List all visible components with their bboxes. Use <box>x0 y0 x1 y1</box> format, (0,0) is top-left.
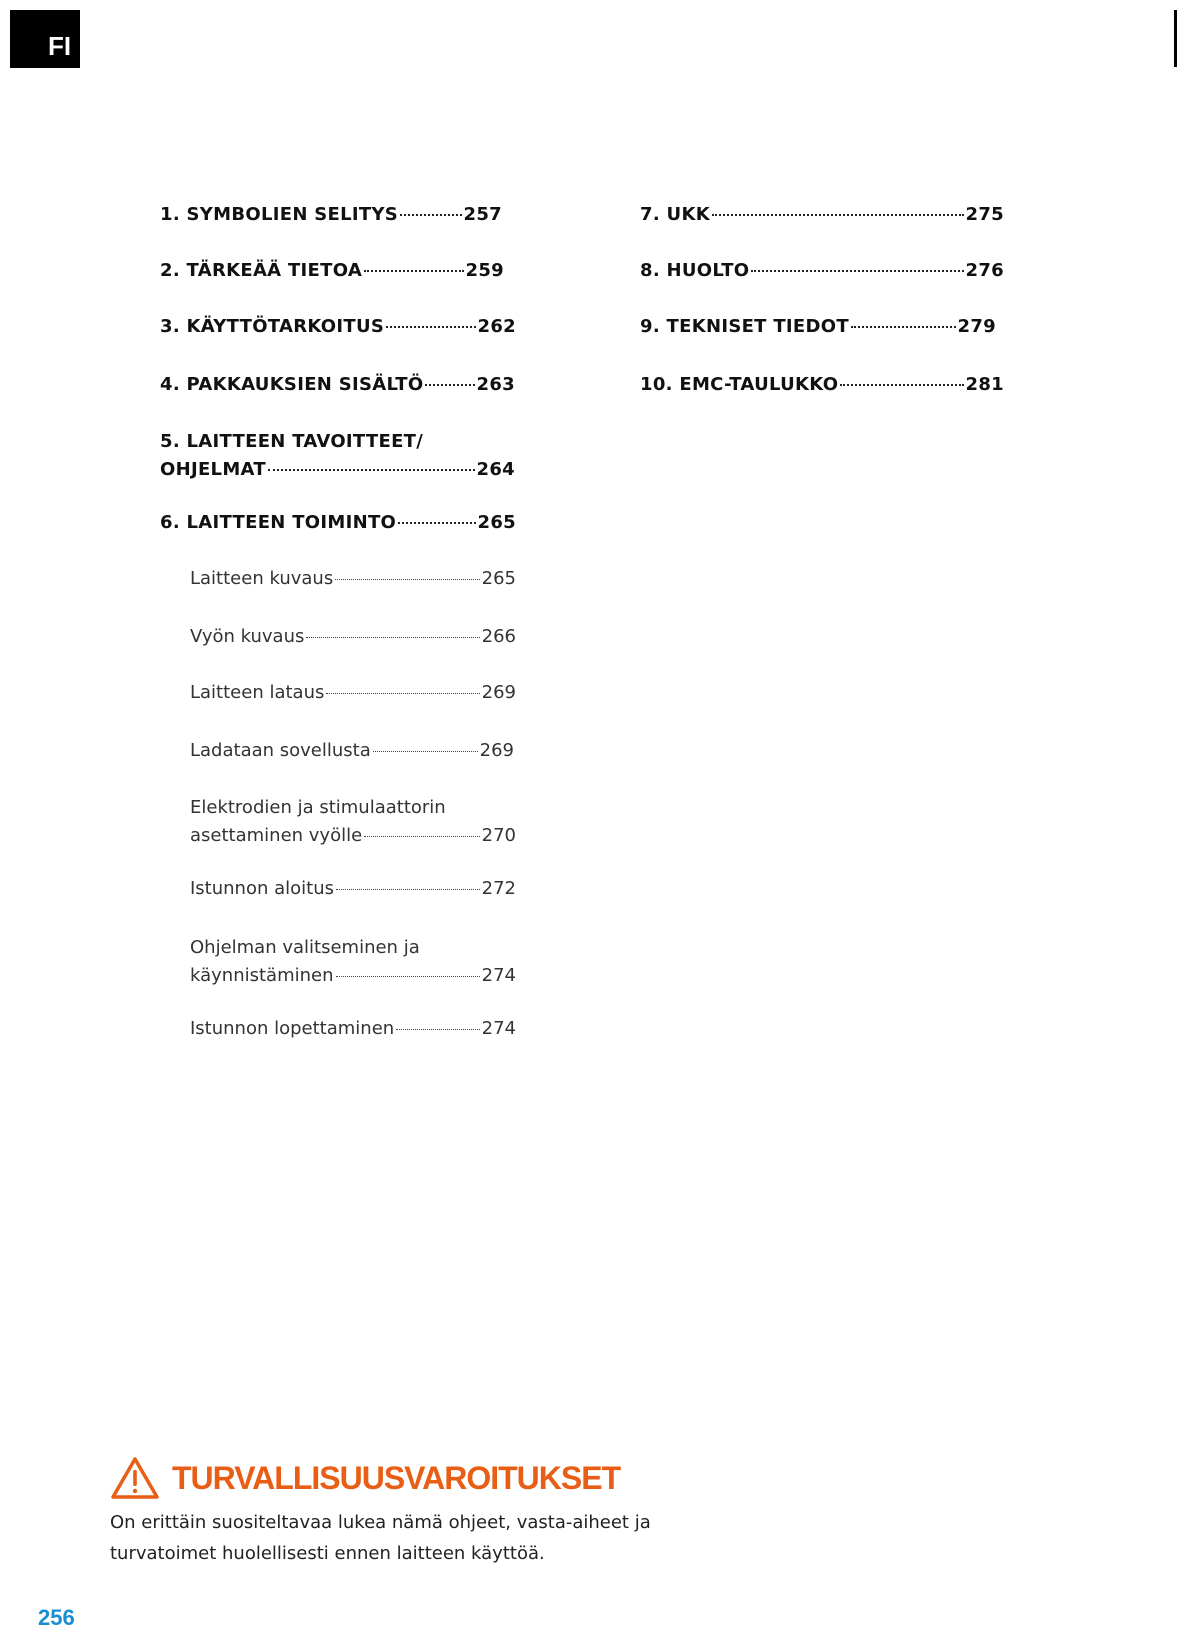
toc-leader <box>712 214 964 216</box>
toc-page: 272 <box>481 878 516 899</box>
toc-page: 270 <box>481 825 516 846</box>
warning-triangle-icon <box>110 1455 160 1501</box>
page-number: 256 <box>38 1605 75 1630</box>
toc-label: 3. KÄYTTÖTARKOITUS <box>160 316 385 337</box>
toc-label: 2. TÄRKEÄÄ TIETOA <box>160 260 363 281</box>
toc-label-line1: 5. LAITTEEN TAVOITTEET/ <box>160 431 424 452</box>
safety-warning <box>110 1455 810 1569</box>
toc-label: 1. SYMBOLIEN SELITYS <box>160 204 399 225</box>
toc-page: 274 <box>481 965 516 986</box>
toc-label-line1: Ohjelman valitseminen ja <box>190 937 420 958</box>
toc-page: 264 <box>476 459 515 480</box>
toc-leader <box>336 976 480 977</box>
toc-label: Istunnon lopettaminen <box>190 1018 395 1039</box>
toc-page: 265 <box>477 512 516 533</box>
toc-page: 263 <box>476 374 515 395</box>
toc-entry-tarkeaa-tietoa[interactable] <box>160 260 504 281</box>
toc-leader <box>398 522 475 524</box>
toc-page: 279 <box>957 316 996 337</box>
toc-label: Vyön kuvaus <box>190 626 305 647</box>
toc-label: 7. UKK <box>640 204 710 225</box>
toc-page: 274 <box>481 1018 516 1039</box>
toc-subentry-elektrodien[interactable] <box>190 794 516 850</box>
toc-leader <box>373 751 478 752</box>
toc-entry-symbolien-selitys[interactable] <box>160 204 502 225</box>
toc-leader <box>751 270 963 272</box>
toc-label-line2: OHJELMAT <box>160 459 266 480</box>
toc-leader <box>336 889 480 890</box>
language-code: FI <box>48 31 72 61</box>
toc-leader <box>386 326 475 328</box>
toc-label: 6. LAITTEEN TOIMINTO <box>160 512 397 533</box>
toc-page: 262 <box>477 316 516 337</box>
toc-page: 281 <box>965 374 1004 395</box>
toc-label: Laitteen kuvaus <box>190 568 334 589</box>
toc-entry-pakkauksien-sisalto[interactable] <box>160 374 515 395</box>
warning-title: TURVALLISUUSVAROITUKSET <box>172 1459 621 1496</box>
toc-leader <box>425 384 474 386</box>
toc-page: 266 <box>481 626 516 647</box>
toc-label: Istunnon aloitus <box>190 878 334 899</box>
toc-leader <box>306 637 479 638</box>
toc-label: Ladataan sovellusta <box>190 740 371 761</box>
toc-leader <box>396 1029 479 1030</box>
toc-page: 257 <box>463 204 502 225</box>
toc-entry-huolto[interactable] <box>640 260 1004 281</box>
toc-leader <box>364 270 463 272</box>
toc-subentry-ladataan-sovellusta[interactable] <box>190 740 514 761</box>
toc-entry-kayttotarkoitus[interactable] <box>160 316 516 337</box>
margin-rule <box>1174 10 1177 67</box>
toc-subentry-laitteen-lataus[interactable] <box>190 682 516 703</box>
toc-page: 259 <box>465 260 504 281</box>
toc-leader <box>326 693 479 694</box>
toc-label-line2: käynnistäminen <box>190 965 334 986</box>
toc-label: 10. EMC-TAULUKKO <box>640 374 839 395</box>
toc-subentry-laitteen-kuvaus[interactable] <box>190 568 516 589</box>
toc-label: 9. TEKNISET TIEDOT <box>640 316 849 337</box>
toc-subentry-vyon-kuvaus[interactable] <box>190 626 516 647</box>
warning-heading <box>110 1455 810 1501</box>
toc-entry-laitteen-toiminto[interactable] <box>160 512 516 533</box>
warning-text: On erittäin suositeltavaa lukea nämä ohjeet, vasta-aiheet ja turvatoimet huolellisesti ennen laitteen käyttöä. <box>110 1512 651 1564</box>
toc-leader <box>268 469 475 471</box>
toc-page: 275 <box>965 204 1004 225</box>
toc-leader <box>840 384 963 386</box>
toc-leader <box>335 579 479 580</box>
toc-label-line1: Elektrodien ja stimulaattorin <box>190 797 446 818</box>
toc-entry-emc-taulukko[interactable] <box>640 374 1004 395</box>
toc-entry-ukk[interactable] <box>640 204 1004 225</box>
toc-label: Laitteen lataus <box>190 682 325 703</box>
toc-label-line2: asettaminen vyölle <box>190 825 363 846</box>
toc-leader <box>400 214 461 216</box>
toc-entry-laitteen-tavoitteet[interactable] <box>160 428 515 484</box>
toc-page: 265 <box>481 568 516 589</box>
toc-subentry-istunnon-lopettaminen[interactable] <box>190 1018 516 1039</box>
toc-leader <box>851 326 956 328</box>
toc-page: 276 <box>965 260 1004 281</box>
language-tab <box>10 10 80 68</box>
toc-leader <box>364 836 479 837</box>
toc-page: 269 <box>481 682 516 703</box>
toc-subentry-ohjelman-valitseminen[interactable] <box>190 934 516 990</box>
toc-label: 4. PAKKAUKSIEN SISÄLTÖ <box>160 374 424 395</box>
toc-subentry-istunnon-aloitus[interactable] <box>190 878 516 899</box>
toc-page: 269 <box>479 740 514 761</box>
toc-label: 8. HUOLTO <box>640 260 750 281</box>
toc-entry-tekniset-tiedot[interactable] <box>640 316 996 337</box>
